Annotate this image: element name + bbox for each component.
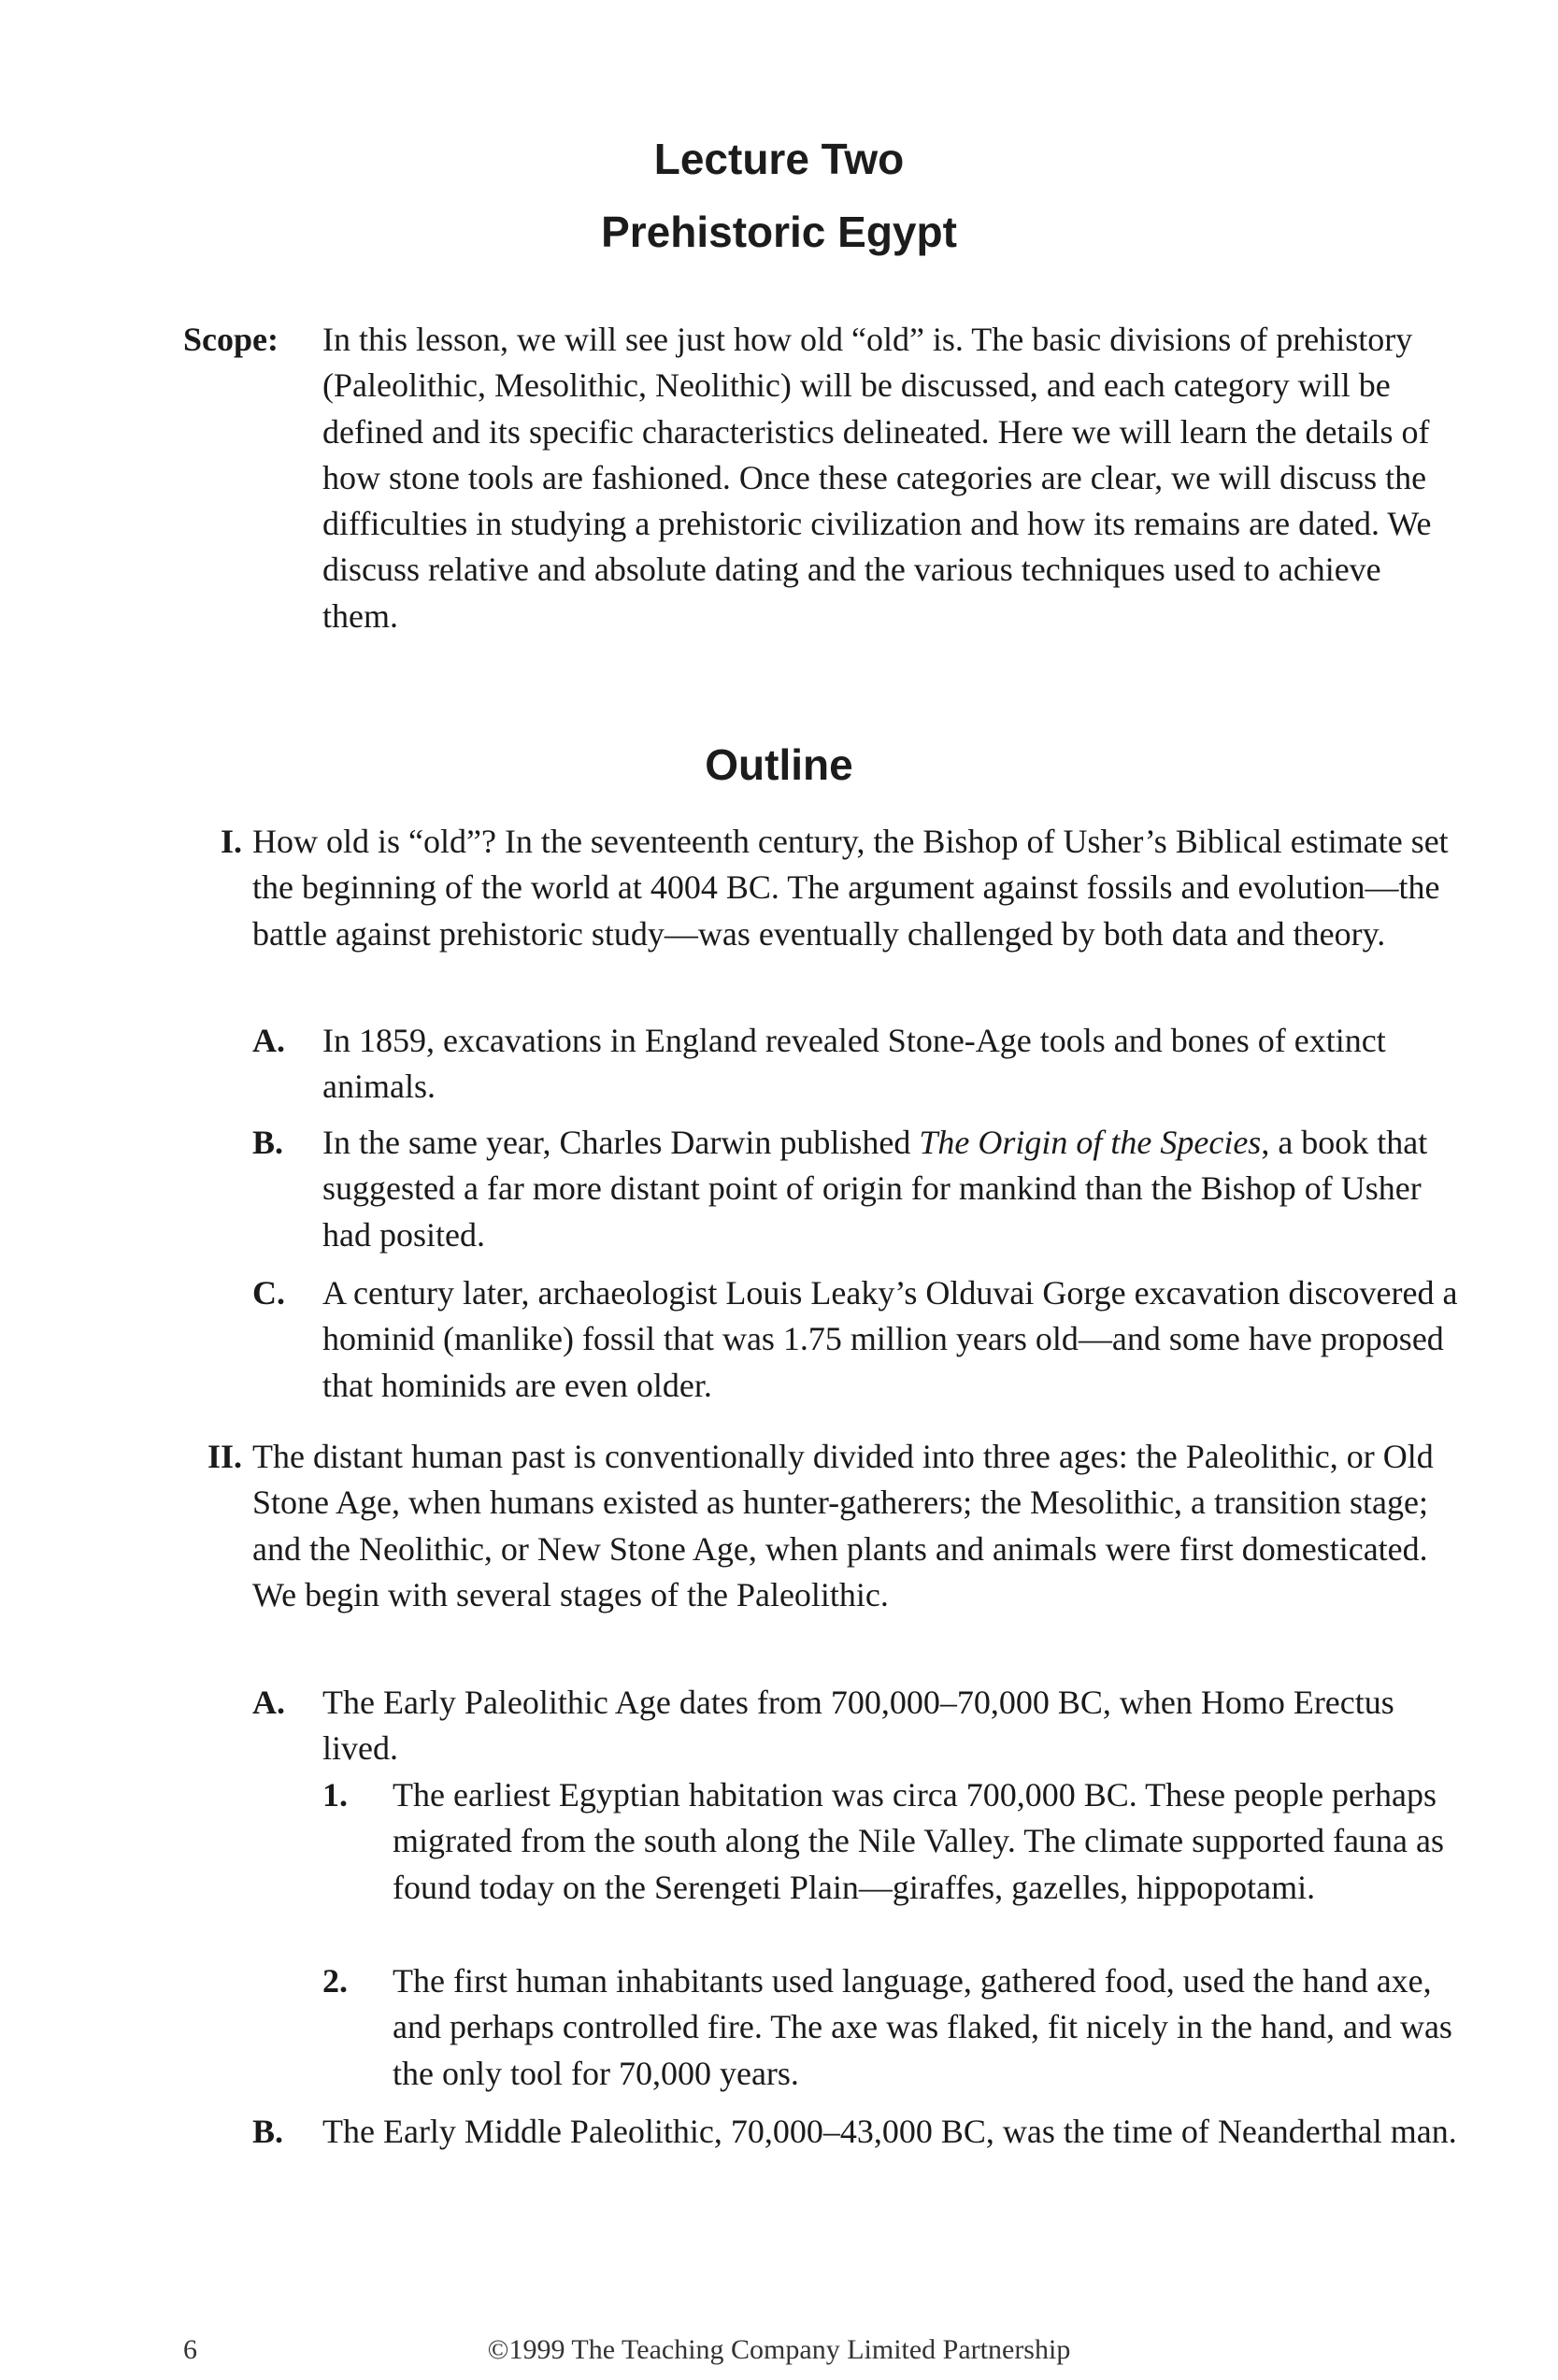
outline-item-i-b-text-after: , a book that suggested a far more distant point of origin for mankind than the Bishop of Usher had posited.: [322, 1124, 1428, 1254]
outline-item-ii: The distant human past is conventionally divided into three ages: the Paleolithic, or Old Stone Age, when humans existed as hunter-gatherers; the Mesolithic, a transition stage; and the Neolithic, or New Stone Age, when plants and animals were first domesticated. We begin with several stages of the Paleolithic.: [252, 1438, 1434, 1613]
outline-item-ii-a: The Early Paleolithic Age dates from 700,000–70,000 BC, when Homo Erectus lived.: [322, 1684, 1394, 1768]
scope-text: In this lesson, we will see just how old “old” is. The basic divisions of prehistory (Paleolithic, Mesolithic, Neolithic) will be discussed, and each category will be defined and its specific characteristics delineated. Here we will learn the details of how stone tools are fashioned. Once these categories are clear, we will discuss the difficulties in studying a prehistoric civilization and how its remains are dated. We discuss relative and absolute dating and the various techniques used to achieve them.: [322, 321, 1432, 635]
outline-item-i-b: [322, 1120, 1467, 1258]
outline-marker-i-a: A.: [252, 1022, 285, 1059]
outline-marker-ii-a: A.: [252, 1684, 285, 1721]
outline-item-ii-b: The Early Middle Paleolithic, 70,000–43,000 BC, was the time of Neanderthal man.: [322, 2113, 1457, 2150]
book-title-origin-of-species: The Origin of the Species: [919, 1124, 1262, 1161]
outline-marker-i-b: B.: [252, 1124, 284, 1161]
outline-marker-ii: II.: [207, 1438, 243, 1475]
outline-marker-ii-a-1: 1.: [322, 1776, 348, 1814]
outline-item-ii-a-1: The earliest Egyptian habitation was circa 700,000 BC. These people perhaps migrated from the south along the Nile Valley. The climate supported fauna as found today on the Serengeti Plain—giraffes, gazelles, hippopotami.: [393, 1776, 1445, 1906]
outline-heading: Outline: [705, 740, 853, 789]
outline-marker-ii-a-2: 2.: [322, 1962, 348, 2000]
lecture-subtitle: Prehistoric Egypt: [601, 208, 957, 256]
outline-item-i-a: In 1859, excavations in England revealed Stone-Age tools and bones of extinct animals.: [322, 1022, 1386, 1106]
page-number: 6: [183, 2334, 197, 2365]
copyright-notice: ©1999 The Teaching Company Limited Partnership: [487, 2334, 1071, 2365]
outline-item-i-c: A century later, archaeologist Louis Leaky’s Olduvai Gorge excavation discovered a hominid (manlike) fossil that was 1.75 million years old—and some have proposed that hominids are even older.: [322, 1274, 1458, 1404]
outline-marker-ii-b: B.: [252, 2113, 284, 2150]
scope-label: Scope:: [183, 321, 279, 358]
outline-item-i: How old is “old”? In the seventeenth century, the Bishop of Usher’s Biblical estimate set the beginning of the world at 4004 BC. The argument against fossils and evolution—the battle against prehistoric study—was eventually challenged by both data and theory.: [252, 823, 1449, 953]
outline-item-i-b-text-before: In the same year, Charles Darwin published: [322, 1124, 920, 1161]
lecture-title: Lecture Two: [653, 135, 905, 183]
outline-marker-i-c: C.: [252, 1274, 285, 1312]
outline-marker-i: I.: [221, 823, 243, 860]
outline-item-ii-a-2: The first human inhabitants used language, gathered food, used the hand axe, and perhaps controlled fire. The axe was flaked, fit nicely in the hand, and was the only tool for 70,000 years.: [393, 1962, 1452, 2092]
